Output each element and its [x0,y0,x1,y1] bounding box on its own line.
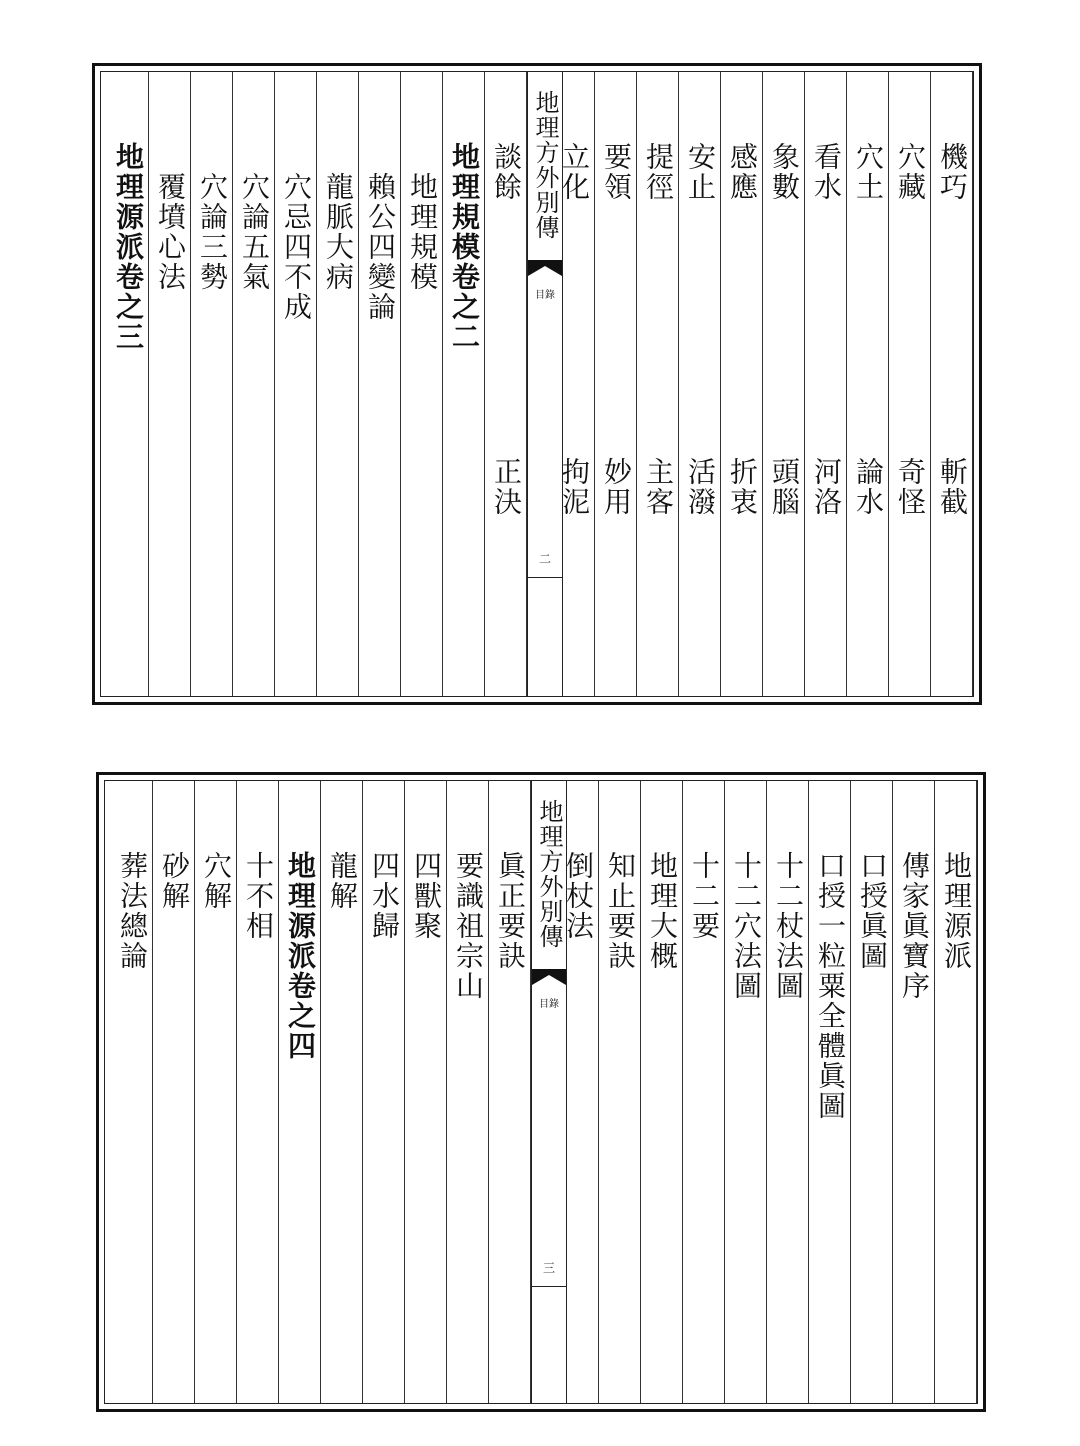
toc-entry: 葬法總論 [116,851,149,971]
toc-entry: 要領 [600,142,633,202]
toc-column [321,781,363,1403]
toc-column [893,781,935,1403]
toc-entry: 安止 [684,142,717,202]
toc-column [447,781,489,1403]
toc-column [763,72,805,696]
toc-entry: 看水 [810,142,843,202]
toc-column [237,781,279,1403]
toc-entry: 十二要 [688,851,721,941]
fold-spine [527,72,563,696]
toc-column [359,72,401,696]
toc-column [149,72,191,696]
toc-column [931,72,973,696]
toc-column [683,781,725,1403]
toc-entry: 地理規模 [406,172,439,292]
toc-entry: 十二杖法圖 [772,851,805,1001]
spine-rule [532,1286,566,1287]
toc-column [153,781,195,1403]
toc-column [641,781,683,1403]
toc-column [809,781,851,1403]
fishtail-mark-icon [532,969,566,987]
toc-column [595,72,637,696]
toc-entry: 感應 [726,142,759,202]
toc-entry: 正決 [490,457,523,517]
page-frame [104,780,978,1404]
toc-entry: 十二穴法圖 [730,851,763,1001]
toc-entry: 奇怪 [894,457,927,517]
toc-column [805,72,847,696]
toc-column [489,781,531,1403]
toc-column [107,72,149,696]
toc-column [847,72,889,696]
toc-column [637,72,679,696]
toc-entry: 活潑 [684,457,717,517]
page-number: 三 [542,1261,555,1275]
page-frame [100,71,974,697]
toc-entry: 賴公四變論 [364,172,397,322]
toc-entry: 穴解 [200,851,233,911]
toc-column [443,72,485,696]
toc-entry: 傳家眞寶序 [898,851,931,1001]
toc-entry: 要識祖宗山 [452,851,485,1001]
toc-entry: 砂解 [158,851,191,911]
toc-column [485,72,527,696]
volume-heading: 地理源派卷之四 [284,851,317,1061]
volume-heading: 地理源派卷之三 [112,142,145,352]
toc-column [679,72,721,696]
toc-column [317,72,359,696]
toc-entry: 談餘 [490,142,523,202]
toc-column [191,72,233,696]
spine-section-label: 目錄 [535,290,555,301]
toc-entry: 穴土 [852,142,885,202]
toc-column [599,781,641,1403]
toc-entry: 拘泥 [558,457,591,517]
toc-column [233,72,275,696]
toc-entry: 穴藏 [894,142,927,202]
toc-entry: 十不相 [242,851,275,941]
toc-column [275,72,317,696]
toc-entry: 覆墳心法 [154,172,187,292]
toc-entry: 斬截 [936,457,969,517]
toc-column [405,781,447,1403]
book-page-bottom [96,772,986,1412]
toc-column [767,781,809,1403]
toc-column [279,781,321,1403]
toc-entry: 眞正要訣 [494,851,527,971]
toc-column [935,781,977,1403]
spine-book-title: 地理方外別傳 [531,90,559,240]
toc-column [195,781,237,1403]
toc-entry: 提徑 [642,142,675,202]
column-grid [101,72,973,696]
spine-section-label: 目錄 [539,999,559,1010]
toc-entry: 知止要訣 [604,851,637,971]
fishtail-mark-icon [528,260,562,278]
toc-entry: 主客 [642,457,675,517]
toc-column [111,781,153,1403]
toc-column [401,72,443,696]
toc-entry: 穴論五氣 [238,172,271,292]
toc-entry: 頭腦 [768,457,801,517]
toc-entry: 地理源派 [940,851,973,971]
column-grid [105,781,977,1403]
toc-column [725,781,767,1403]
spine-book-title: 地理方外別傳 [535,799,563,949]
toc-column [721,72,763,696]
toc-column [363,781,405,1403]
toc-entry: 倒杖法 [562,851,595,941]
toc-entry: 機巧 [936,142,969,202]
toc-entry: 口授一粒粟全體眞圖 [814,851,847,1121]
toc-entry: 地理大概 [646,851,679,971]
toc-column [851,781,893,1403]
fold-spine [531,781,567,1403]
volume-heading: 地理規模卷之二 [448,142,481,352]
toc-entry: 四水歸 [368,851,401,941]
book-page-top [92,63,982,705]
toc-entry: 妙用 [600,457,633,517]
spine-rule [528,577,562,578]
toc-entry: 四獸聚 [410,851,443,941]
toc-entry: 穴忌四不成 [280,172,313,322]
toc-entry: 龍脈大病 [322,172,355,292]
toc-entry: 龍解 [326,851,359,911]
toc-entry: 口授眞圖 [856,851,889,971]
toc-column [889,72,931,696]
toc-entry: 穴論三勢 [196,172,229,292]
toc-entry: 折衷 [726,457,759,517]
page-number: 二 [538,552,551,566]
toc-entry: 立化 [558,142,591,202]
toc-entry: 河洛 [810,457,843,517]
toc-entry: 論水 [852,457,885,517]
toc-entry: 象數 [768,142,801,202]
